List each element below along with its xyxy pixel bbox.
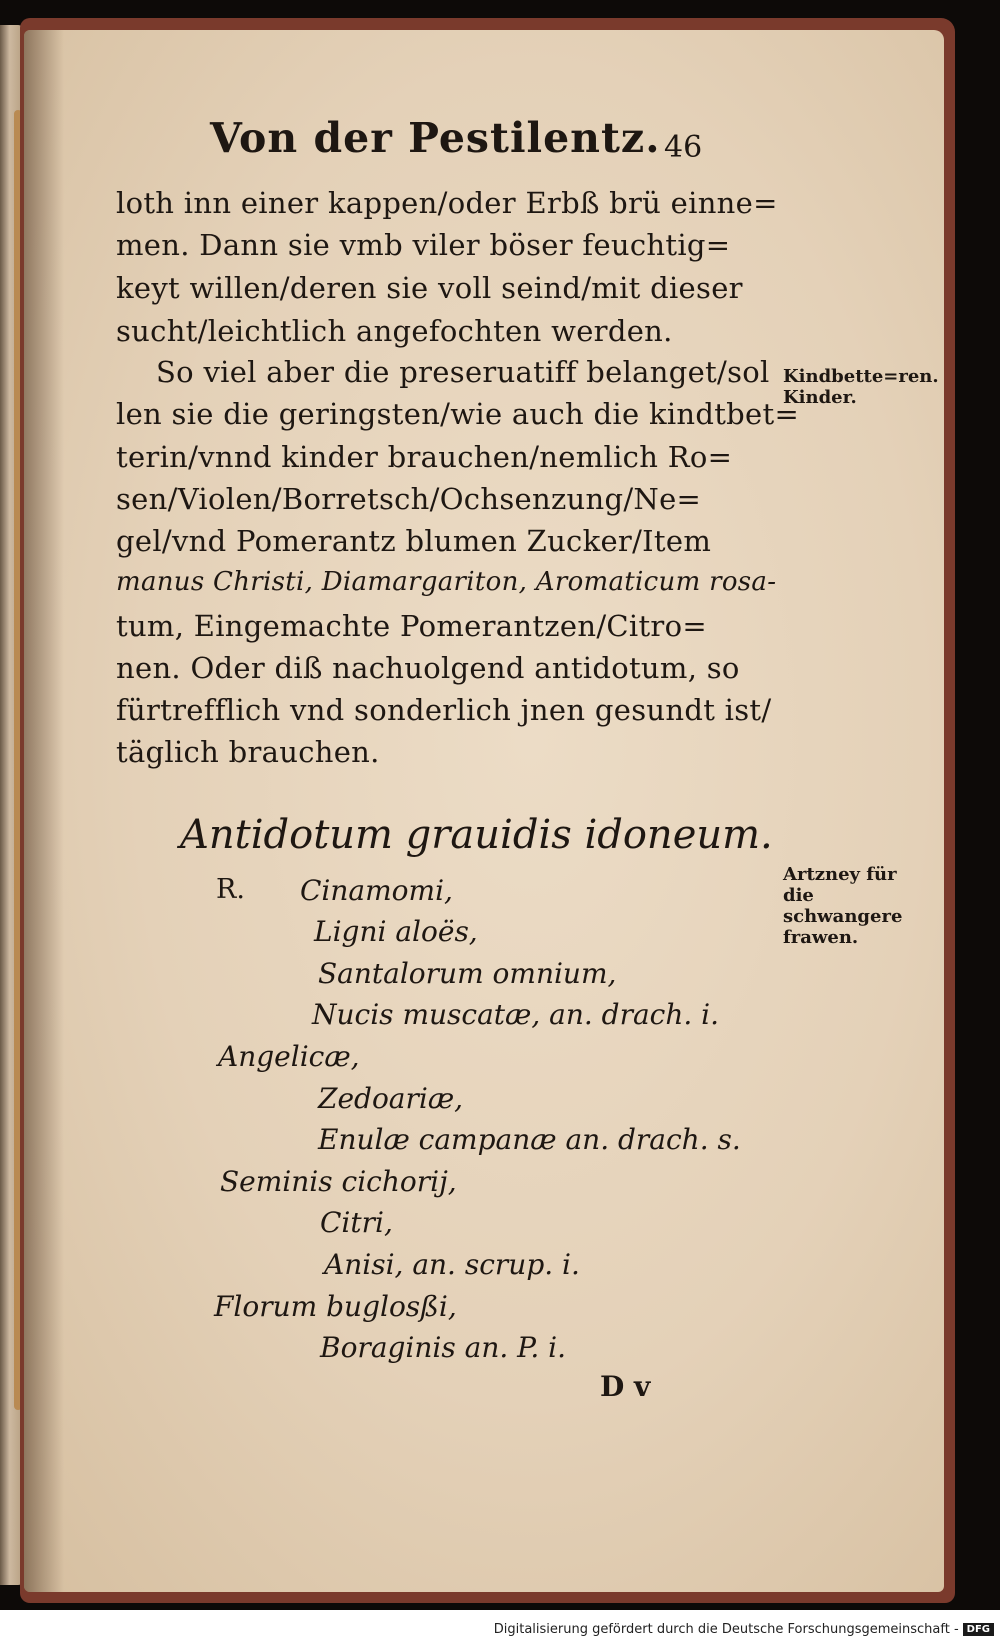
text-line: len sie die geringsten/wie auch die kindtbet= bbox=[116, 397, 800, 431]
recipe-item: Cinamomi, bbox=[300, 874, 453, 907]
footer-credit-text: Digitalisierung gefördert durch die Deutsche Forschungsgemeinschaft - bbox=[493, 1622, 959, 1637]
text-line: fürtrefflich vnd sonderlich jnen gesundt ist/ bbox=[116, 693, 772, 727]
recipe-item: Citri, bbox=[320, 1206, 393, 1239]
text-line: nen. Oder diß nachuolgend antidotum, so bbox=[116, 651, 740, 685]
recipe-item: Boraginis an. P. i. bbox=[320, 1331, 566, 1364]
text-line: terin/vnnd kinder brauchen/nemlich Ro= bbox=[116, 440, 733, 474]
catchword: D v bbox=[600, 1370, 651, 1403]
footer-credit bbox=[494, 1622, 994, 1637]
recipe-item: Enulæ campanæ an. drach. s. bbox=[318, 1123, 741, 1156]
text-line: sen/Violen/Borretsch/Ochsenzung/Ne= bbox=[116, 482, 702, 516]
recipe-item: Nucis muscatæ, an. drach. i. bbox=[312, 998, 720, 1031]
recipe-item: Ligni aloës, bbox=[314, 915, 478, 948]
recipe-item: Santalorum omnium, bbox=[318, 957, 617, 990]
text-line: men. Dann sie vmb viler böser feuchtig= bbox=[116, 228, 731, 262]
dfg-logo: DFG bbox=[963, 1623, 994, 1636]
recipe-item: Angelicæ, bbox=[218, 1040, 360, 1073]
text-line: sucht/leichtlich angefochten werden. bbox=[116, 314, 673, 348]
text-line: gel/vnd Pomerantz blumen Zucker/Item bbox=[116, 524, 712, 558]
section-heading: Antidotum grauidis idoneum. bbox=[180, 812, 773, 858]
recipe-item: Florum buglosßi, bbox=[214, 1290, 457, 1323]
recipe-symbol: R. bbox=[216, 874, 245, 905]
text-line: So viel aber die preseruatiff belanget/sol bbox=[156, 355, 770, 389]
recipe-item: Zedoariæ, bbox=[318, 1082, 464, 1115]
page-number: 46 bbox=[664, 130, 703, 165]
recipe-item: Seminis cichorij, bbox=[220, 1165, 457, 1198]
text-line: loth inn einer kappen/oder Erbß brü einne= bbox=[116, 186, 778, 220]
page-gutter-shadow bbox=[24, 30, 64, 1592]
text-line: keyt willen/deren sie voll seind/mit dieser bbox=[116, 271, 743, 305]
running-head: Von der Pestilentz. bbox=[210, 114, 661, 162]
text-line: tum, Eingemachte Pomerantzen/Citro= bbox=[116, 609, 707, 643]
text-line: täglich brauchen. bbox=[116, 735, 380, 769]
recipe-item: Anisi, an. scrup. i. bbox=[324, 1248, 580, 1281]
marginal-note: Artzney für die schwangere frawen. bbox=[783, 864, 903, 948]
text-line: manus Christi, Diamargariton, Aromaticum rosa- bbox=[116, 567, 777, 597]
marginal-note: Kindbette=ren. Kinder. bbox=[783, 366, 939, 408]
